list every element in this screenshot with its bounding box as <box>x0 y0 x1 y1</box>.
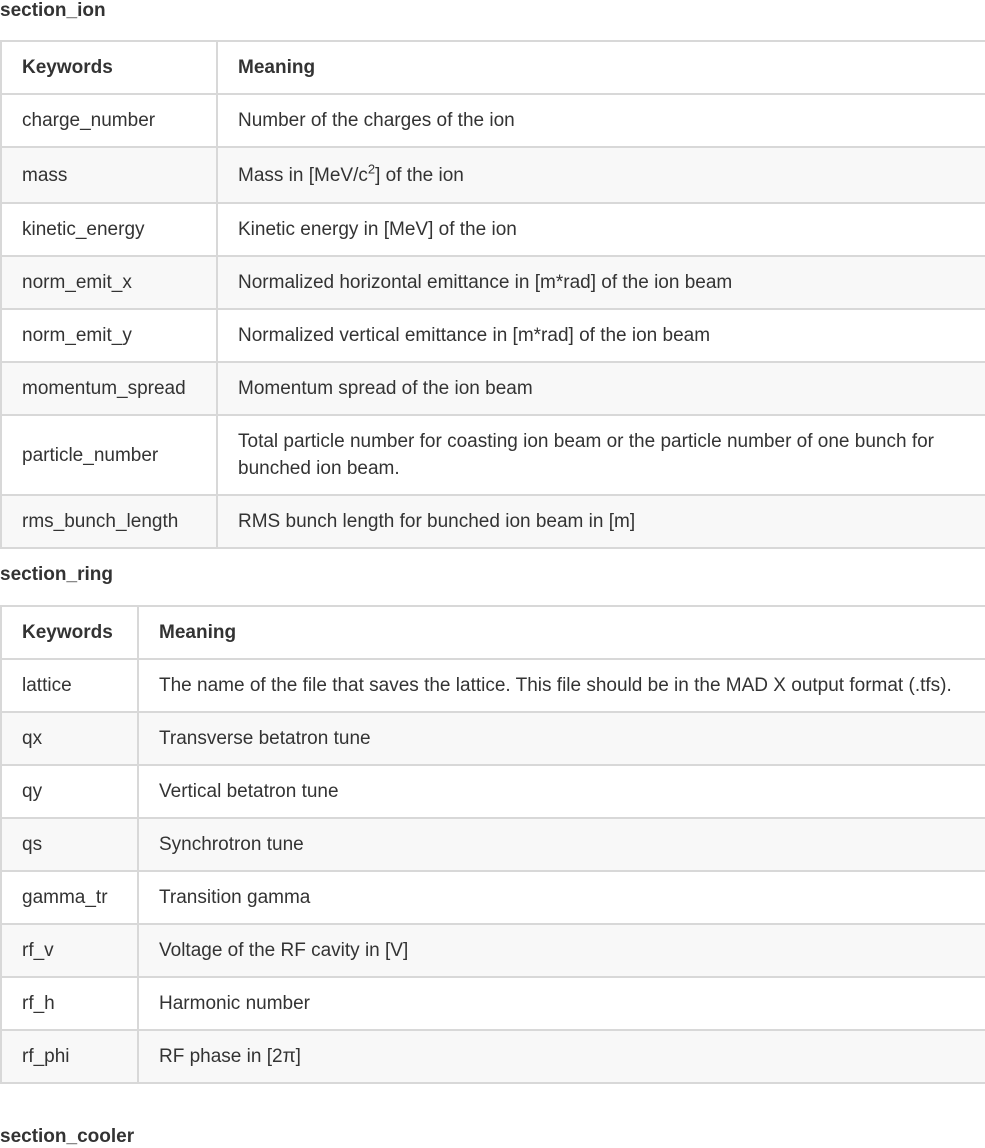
table-row <box>1 94 985 147</box>
table-row <box>1 765 985 818</box>
table-row <box>1 256 985 309</box>
meaning-cell <box>217 94 985 147</box>
meaning-text-after: ] of the ion <box>375 165 464 186</box>
meaning-text: Synchrotron tune <box>159 834 304 855</box>
table-row <box>1 1030 985 1083</box>
superscript: 2 <box>367 161 376 177</box>
meaning-cell <box>138 924 985 977</box>
meaning-cell <box>217 362 985 415</box>
table-row <box>1 818 985 871</box>
meaning-cell <box>138 659 985 712</box>
table-row <box>1 203 985 256</box>
section-ring-table <box>0 605 985 1084</box>
meaning-cell <box>138 1030 985 1083</box>
meaning-cell <box>138 765 985 818</box>
keyword-cell: kinetic_energy <box>1 203 217 256</box>
meaning-cell <box>217 203 985 256</box>
section-ion-heading: section_ion <box>0 0 106 21</box>
meaning-cell <box>138 712 985 765</box>
header-meaning: Meaning <box>217 41 985 94</box>
header-keywords: Keywords <box>1 606 138 659</box>
header-keywords: Keywords <box>1 41 217 94</box>
keyword-cell: rf_v <box>1 924 138 977</box>
table-row <box>1 659 985 712</box>
meaning-cell <box>217 309 985 362</box>
meaning-text: The name of the file that saves the lattice. This file should be in the MAD X output format (.tfs). <box>159 675 952 696</box>
meaning-text: Normalized horizontal emittance in [m*rad] of the ion beam <box>238 272 733 293</box>
table-row <box>1 147 985 203</box>
table-row <box>1 362 985 415</box>
table-header-row <box>1 41 985 94</box>
keyword-cell: momentum_spread <box>1 362 217 415</box>
keyword-cell: rms_bunch_length <box>1 495 217 548</box>
meaning-text: Transition gamma <box>159 887 311 908</box>
meaning-text: RF phase in [2π] <box>159 1046 301 1067</box>
meaning-text: Momentum spread of the ion beam <box>238 378 533 399</box>
keyword-cell: qs <box>1 818 138 871</box>
section-cooler-heading: section_cooler <box>0 1126 135 1147</box>
section-ring-heading: section_ring <box>0 564 113 585</box>
meaning-cell <box>217 495 985 548</box>
meaning-text: Harmonic number <box>159 993 310 1014</box>
section-ion-table <box>0 40 985 549</box>
header-meaning: Meaning <box>138 606 985 659</box>
table-row <box>1 712 985 765</box>
table-row <box>1 977 985 1030</box>
table-row <box>1 924 985 977</box>
keyword-cell: norm_emit_x <box>1 256 217 309</box>
table-row <box>1 415 985 495</box>
meaning-text: Voltage of the RF cavity in [V] <box>159 940 409 961</box>
keyword-cell: charge_number <box>1 94 217 147</box>
meaning-cell <box>138 871 985 924</box>
table-row <box>1 871 985 924</box>
keyword-cell: qx <box>1 712 138 765</box>
table-header-row <box>1 606 985 659</box>
meaning-text: Mass in [MeV/c <box>238 165 368 186</box>
meaning-text: Total particle number for coasting ion beam or the particle number of one bunch for bunched ion beam. <box>238 431 934 479</box>
keyword-cell: gamma_tr <box>1 871 138 924</box>
meaning-text: Transverse betatron tune <box>159 728 371 749</box>
meaning-text: Number of the charges of the ion <box>238 110 515 131</box>
meaning-cell <box>217 415 985 495</box>
keyword-cell: rf_phi <box>1 1030 138 1083</box>
meaning-cell <box>217 147 985 203</box>
keyword-cell: rf_h <box>1 977 138 1030</box>
table-row <box>1 495 985 548</box>
meaning-cell <box>138 818 985 871</box>
keyword-cell: mass <box>1 147 217 203</box>
meaning-text: Vertical betatron tune <box>159 781 339 802</box>
keyword-cell: qy <box>1 765 138 818</box>
meaning-cell <box>217 256 985 309</box>
meaning-text: RMS bunch length for bunched ion beam in [m] <box>238 511 636 532</box>
table-row <box>1 309 985 362</box>
keyword-cell: particle_number <box>1 415 217 495</box>
keyword-cell: norm_emit_y <box>1 309 217 362</box>
keyword-cell: lattice <box>1 659 138 712</box>
meaning-text: Normalized vertical emittance in [m*rad] of the ion beam <box>238 325 711 346</box>
meaning-cell <box>138 977 985 1030</box>
meaning-text: Kinetic energy in [MeV] of the ion <box>238 219 517 240</box>
